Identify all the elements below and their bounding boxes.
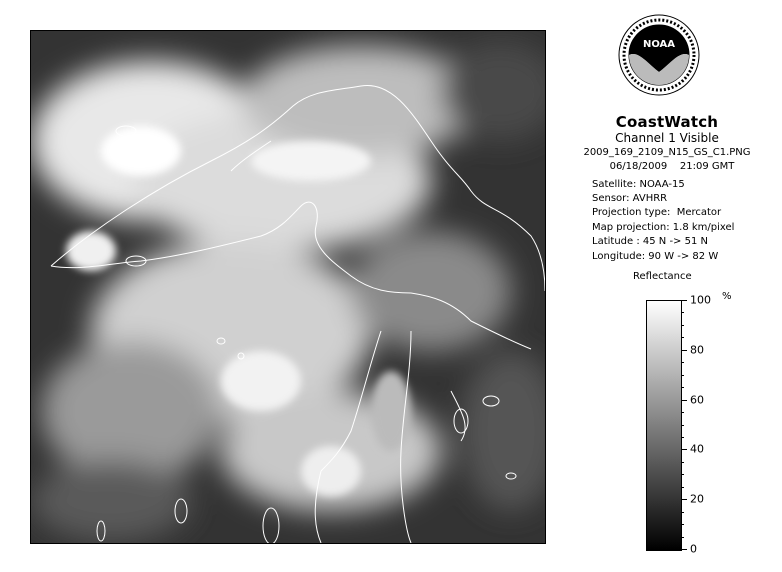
colorbar-tick-label: 60: [690, 393, 704, 407]
cloud-masses: [31, 41, 545, 541]
colorbar-tick-label: 100: [690, 293, 711, 307]
colorbar-tick: [681, 387, 684, 388]
colorbar-tick: [681, 487, 684, 488]
colorbar-tick: [681, 325, 684, 326]
colorbar-tick: [681, 337, 684, 338]
map-projection: Map projection: 1.8 km/pixel: [592, 222, 735, 233]
panel-subtitle: Channel 1 Visible: [615, 131, 719, 145]
date-time: 06/18/2009 21:09 GMT: [609, 161, 735, 172]
colorbar-tick: [681, 549, 687, 550]
noaa-logo-svg: [618, 14, 700, 96]
colorbar-tick: [681, 400, 687, 401]
longitude-range: Longitude: 90 W -> 82 W: [592, 251, 719, 262]
colorbar-tick-label: 80: [690, 343, 704, 357]
file-name: 2009_169_2109_N15_GS_C1.PNG: [583, 147, 751, 158]
colorbar-tick: [681, 474, 684, 475]
noaa-logo-text: NOAA: [642, 39, 676, 50]
projection-type: Projection type: Mercator: [592, 207, 722, 218]
noaa-logo: [618, 14, 700, 96]
colorbar-tick: [681, 300, 687, 301]
colorbar-tick: [681, 524, 684, 525]
colorbar-unit: %: [722, 291, 732, 302]
colorbar-label: Reflectance: [633, 271, 692, 282]
colorbar-tick-label: 20: [690, 492, 704, 506]
colorbar-tick: [681, 362, 684, 363]
satellite-image: [30, 30, 546, 544]
colorbar-tick-label: 0: [690, 542, 697, 556]
sensor-info: Sensor: AVHRR: [592, 193, 668, 204]
colorbar-tick: [681, 499, 687, 500]
colorbar-tick: [681, 537, 684, 538]
colorbar-tick: [681, 449, 687, 450]
colorbar-tick-label: 40: [690, 442, 704, 456]
colorbar-tick: [681, 312, 684, 313]
colorbar-tick: [681, 437, 684, 438]
colorbar-tick: [681, 425, 684, 426]
panel-title: CoastWatch: [615, 113, 719, 131]
satellite-image-svg: [31, 31, 545, 543]
colorbar-tick: [681, 512, 684, 513]
colorbar-tick: [681, 375, 684, 376]
colorbar-tick: [681, 412, 684, 413]
latitude-range: Latitude : 45 N -> 51 N: [592, 236, 708, 247]
reflectance-colorbar: [646, 300, 682, 551]
colorbar-tick: [681, 462, 684, 463]
colorbar-tick: [681, 350, 687, 351]
satellite-info: Satellite: NOAA-15: [592, 179, 685, 190]
